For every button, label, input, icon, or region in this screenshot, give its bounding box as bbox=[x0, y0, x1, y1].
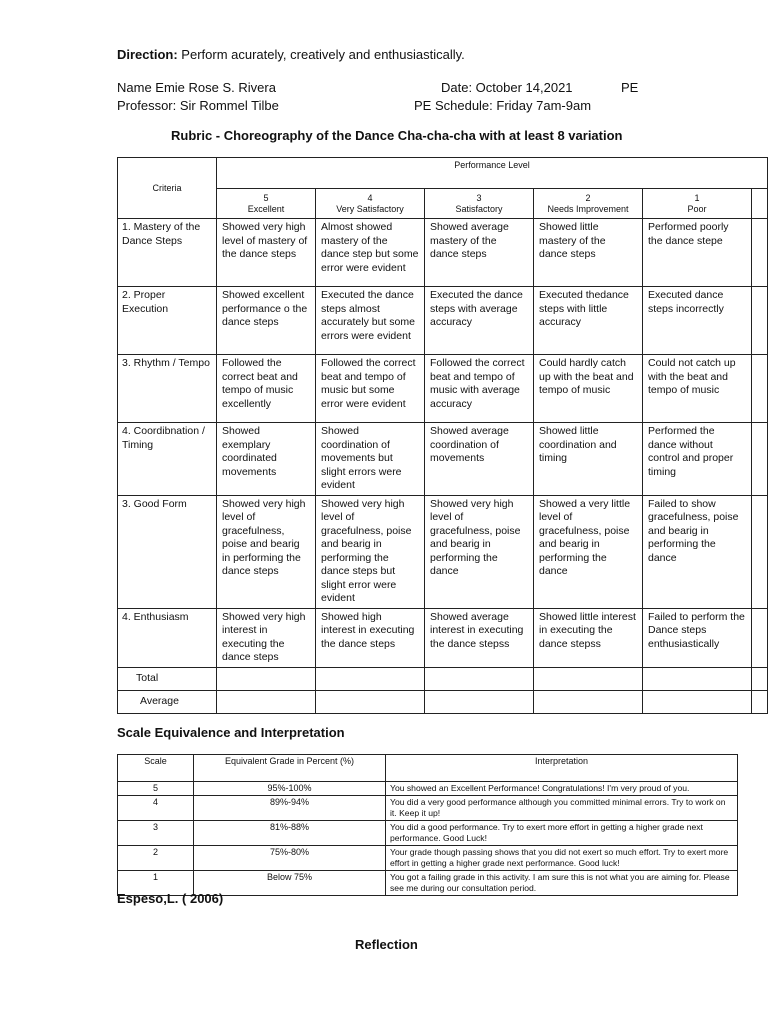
scale-table bbox=[117, 754, 738, 896]
performance-level-header: Performance Level bbox=[217, 158, 768, 189]
rubric-cell: Showed a very little level of gracefulness, poise and bearig in performing the dance bbox=[534, 495, 643, 608]
rubric-cell: Could hardly catch up with the beat and tempo of music bbox=[534, 355, 643, 423]
direction-line bbox=[117, 47, 465, 62]
rubric-cell: Showed average coordination of movements bbox=[425, 423, 534, 496]
empty-cell bbox=[425, 690, 534, 713]
grade-value: 75%-80% bbox=[194, 846, 386, 871]
criteria-header: Criteria bbox=[118, 158, 217, 219]
interpretation-value: You did a very good performance although you committed minimal errors. Try to work on it. Keep it up! bbox=[386, 796, 738, 821]
student-name: Name Emie Rose S. Rivera bbox=[117, 80, 276, 95]
rubric-cell: Executed thedance steps with little accuracy bbox=[534, 287, 643, 355]
citation: Espeso,L. ( 2006) bbox=[117, 891, 224, 906]
empty-cell bbox=[534, 667, 643, 690]
date: Date: October 14,2021 bbox=[441, 80, 573, 95]
scale-header: Scale bbox=[118, 755, 194, 782]
grade-value: 95%-100% bbox=[194, 782, 386, 796]
empty-cell bbox=[752, 219, 768, 287]
level-label: Very Satisfactory bbox=[336, 203, 404, 214]
empty-cell bbox=[752, 355, 768, 423]
scale-value: 1 bbox=[118, 871, 194, 896]
rubric-row bbox=[118, 423, 768, 496]
rubric-row bbox=[118, 608, 768, 667]
reflection-title: Reflection bbox=[355, 937, 418, 952]
scale-title: Scale Equivalence and Interpretation bbox=[117, 725, 345, 740]
professor: Professor: Sir Rommel Tilbe bbox=[117, 98, 279, 113]
level-label: Poor bbox=[687, 203, 707, 214]
empty-cell bbox=[752, 608, 768, 667]
level-header bbox=[217, 189, 316, 219]
rubric-cell: Showed very high level of mastery of the dance steps bbox=[217, 219, 316, 287]
level-label: Excellent bbox=[247, 203, 285, 214]
interpretation-value: You got a failing grade in this activity. I am sure this is not what you are aiming for. Please see me during our consultation period. bbox=[386, 871, 738, 896]
rubric-title: Rubric - Choreography of the Dance Cha-cha-cha with at least 8 variation bbox=[171, 128, 623, 143]
level-header bbox=[643, 189, 752, 219]
rubric-cell: Failed to show gracefulness, poise and bearig in performing the dance bbox=[643, 495, 752, 608]
empty-cell bbox=[425, 667, 534, 690]
subject: PE bbox=[621, 80, 639, 95]
rubric-cell: Showed high interest in executing the dance steps bbox=[316, 608, 425, 667]
criteria-cell: 3. Good Form bbox=[118, 495, 217, 608]
interpretation-value: Your grade though passing shows that you did not exert so much effort. Try to exert more effort in getting a higher grade next performance. Good luck! bbox=[386, 846, 738, 871]
rubric-cell: Showed little interest in executing the dance stepss bbox=[534, 608, 643, 667]
rubric-cell: Showed average mastery of the dance steps bbox=[425, 219, 534, 287]
empty-cell bbox=[752, 495, 768, 608]
direction-label: Direction: bbox=[117, 47, 178, 62]
rubric-cell: Showed exemplary coordinated movements bbox=[217, 423, 316, 496]
direction-text: Perform acurately, creatively and enthusiastically. bbox=[181, 47, 465, 62]
level-score: 2 bbox=[585, 192, 591, 203]
grade-value: Below 75% bbox=[194, 871, 386, 896]
rubric-table bbox=[117, 157, 768, 714]
empty-cell bbox=[752, 667, 768, 690]
total-row bbox=[118, 667, 768, 690]
rubric-cell: Showed coordination of movements but slight errors were evident bbox=[316, 423, 425, 496]
scale-value: 3 bbox=[118, 821, 194, 846]
rubric-cell: Showed very high level of gracefulness, poise and bearig in performing the dance bbox=[425, 495, 534, 608]
rubric-cell: Executed the dance steps with average accuracy bbox=[425, 287, 534, 355]
empty-cell bbox=[316, 667, 425, 690]
empty-cell bbox=[217, 690, 316, 713]
rubric-cell: Performed poorly the dance stepe bbox=[643, 219, 752, 287]
empty-cell bbox=[643, 667, 752, 690]
level-label: Needs Improvement bbox=[547, 203, 629, 214]
rubric-cell: Failed to perform the Dance steps enthusiastically bbox=[643, 608, 752, 667]
rubric-cell: Almost showed mastery of the dance step but some error were evident bbox=[316, 219, 425, 287]
level-score: 4 bbox=[367, 192, 373, 203]
level-header bbox=[425, 189, 534, 219]
rubric-cell: Showed average interest in executing the dance stepss bbox=[425, 608, 534, 667]
scale-row bbox=[118, 796, 738, 821]
scale-value: 5 bbox=[118, 782, 194, 796]
criteria-cell: 1. Mastery of the Dance Steps bbox=[118, 219, 217, 287]
empty-cell bbox=[752, 189, 768, 219]
rubric-cell: Showed very high interest in executing the dance steps bbox=[217, 608, 316, 667]
empty-cell bbox=[643, 690, 752, 713]
empty-cell bbox=[752, 287, 768, 355]
rubric-row bbox=[118, 287, 768, 355]
rubric-cell: Executed dance steps incorrectly bbox=[643, 287, 752, 355]
rubric-cell: Showed very high level of gracefulness, poise and bearig in performing the dance steps but slight error were evident bbox=[316, 495, 425, 608]
schedule: PE Schedule: Friday 7am-9am bbox=[414, 98, 592, 113]
rubric-cell: Followed the correct beat and tempo of music excellently bbox=[217, 355, 316, 423]
level-score: 1 bbox=[694, 192, 700, 203]
scale-value: 4 bbox=[118, 796, 194, 821]
rubric-cell: Performed the dance without control and proper timing bbox=[643, 423, 752, 496]
rubric-cell: Showed very high level of gracefulness, poise and bearig in performing the dance steps bbox=[217, 495, 316, 608]
criteria-cell: 4. Coordibnation / Timing bbox=[118, 423, 217, 496]
rubric-cell: Showed little coordination and timing bbox=[534, 423, 643, 496]
criteria-cell: 3. Rhythm / Tempo bbox=[118, 355, 217, 423]
criteria-cell: 2. Proper Execution bbox=[118, 287, 217, 355]
rubric-row bbox=[118, 355, 768, 423]
average-label: Average bbox=[118, 690, 217, 713]
rubric-cell: Followed the correct beat and tempo of music with average accuracy bbox=[425, 355, 534, 423]
scale-row bbox=[118, 821, 738, 846]
empty-cell bbox=[752, 690, 768, 713]
empty-cell bbox=[217, 667, 316, 690]
scale-row bbox=[118, 846, 738, 871]
rubric-row bbox=[118, 495, 768, 608]
average-row bbox=[118, 690, 768, 713]
level-label: Satisfactory bbox=[455, 203, 503, 214]
rubric-cell: Showed excellent performance o the dance steps bbox=[217, 287, 316, 355]
empty-cell bbox=[534, 690, 643, 713]
rubric-cell: Showed little mastery of the dance steps bbox=[534, 219, 643, 287]
level-header bbox=[534, 189, 643, 219]
rubric-cell: Followed the correct beat and tempo of music but some error were evident bbox=[316, 355, 425, 423]
interpretation-value: You showed an Excellent Performance! Congratulations! I'm very proud of you. bbox=[386, 782, 738, 796]
grade-value: 81%-88% bbox=[194, 821, 386, 846]
rubric-cell: Executed the dance steps almost accurately but some errors were evident bbox=[316, 287, 425, 355]
scale-value: 2 bbox=[118, 846, 194, 871]
rubric-row bbox=[118, 219, 768, 287]
level-score: 3 bbox=[476, 192, 482, 203]
level-score: 5 bbox=[263, 192, 269, 203]
interpretation-value: You did a good performance. Try to exert more effort in getting a higher grade next performance. Good Luck! bbox=[386, 821, 738, 846]
empty-cell bbox=[316, 690, 425, 713]
interpretation-header: Interpretation bbox=[386, 755, 738, 782]
criteria-cell: 4. Enthusiasm bbox=[118, 608, 217, 667]
empty-cell bbox=[752, 423, 768, 496]
grade-header: Equivalent Grade in Percent (%) bbox=[194, 755, 386, 782]
scale-row bbox=[118, 782, 738, 796]
rubric-cell: Could not catch up with the beat and tempo of music bbox=[643, 355, 752, 423]
total-label: Total bbox=[118, 667, 217, 690]
grade-value: 89%-94% bbox=[194, 796, 386, 821]
level-header bbox=[316, 189, 425, 219]
